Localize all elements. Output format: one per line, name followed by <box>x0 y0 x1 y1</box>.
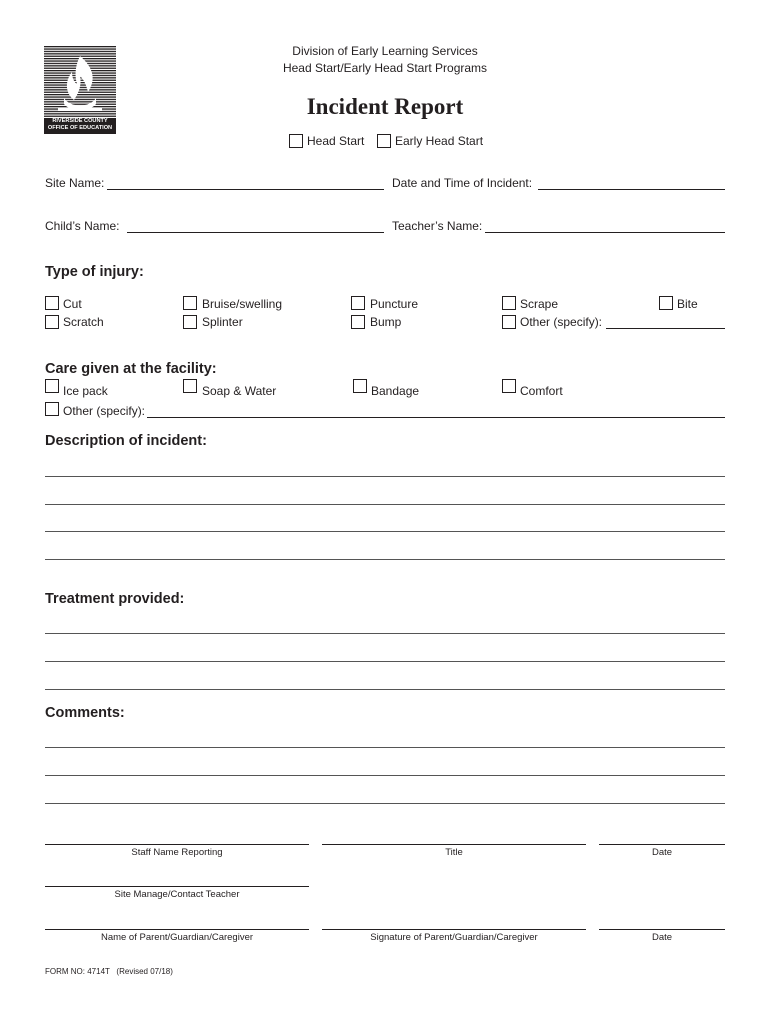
head-start-label: Head Start <box>307 134 365 148</box>
injury-other-label: Other (specify): <box>520 315 603 329</box>
soap-water-checkbox[interactable] <box>183 379 197 393</box>
care-other-checkbox[interactable] <box>45 402 59 416</box>
bump-checkbox[interactable] <box>351 315 365 329</box>
description-line[interactable] <box>45 476 725 477</box>
bump-label: Bump <box>370 315 402 329</box>
site-manager-field[interactable] <box>45 886 309 887</box>
date2-label: Date <box>651 932 673 943</box>
early-head-start-label: Early Head Start <box>395 134 484 148</box>
puncture-label: Puncture <box>370 297 419 311</box>
cut-label: Cut <box>63 297 82 311</box>
scratch-label: Scratch <box>63 315 104 329</box>
division-text: Division of Early Learning Services <box>292 44 478 58</box>
cut-checkbox[interactable] <box>45 296 59 310</box>
date-time-field[interactable] <box>538 189 725 190</box>
teacher-name-label: Teacher’s Name: <box>392 219 483 233</box>
teacher-name-field[interactable] <box>485 232 725 233</box>
treatment-line[interactable] <box>45 661 725 662</box>
comments-line[interactable] <box>45 803 725 804</box>
description-line[interactable] <box>45 559 725 560</box>
injury-other-checkbox[interactable] <box>502 315 516 329</box>
ice-pack-checkbox[interactable] <box>45 379 59 393</box>
injury-other-field[interactable] <box>606 328 725 329</box>
splinter-checkbox[interactable] <box>183 315 197 329</box>
site-manager-label: Site Manage/Contact Teacher <box>114 889 240 900</box>
date2-field[interactable] <box>599 929 725 930</box>
splinter-label: Splinter <box>202 315 243 329</box>
bruise-label: Bruise/swelling <box>202 297 283 311</box>
treatment-heading: Treatment provided: <box>45 591 185 607</box>
form-number: FORM NO: 4714T (Revised 07/18) <box>45 967 173 976</box>
comments-line[interactable] <box>45 747 725 748</box>
comments-heading: Comments: <box>45 705 125 721</box>
parent-name-label: Name of Parent/Guardian/Caregiver <box>100 932 254 943</box>
staff-name-field[interactable] <box>45 844 309 845</box>
programs-text: Head Start/Early Head Start Programs <box>282 61 488 75</box>
title-field[interactable] <box>322 844 586 845</box>
date-label: Date <box>651 847 673 858</box>
scrape-checkbox[interactable] <box>502 296 516 310</box>
description-line[interactable] <box>45 531 725 532</box>
child-name-label: Child’s Name: <box>45 219 120 233</box>
soap-water-label: Soap & Water <box>202 384 277 398</box>
date-field[interactable] <box>599 844 725 845</box>
site-name-field[interactable] <box>107 189 384 190</box>
puncture-checkbox[interactable] <box>351 296 365 310</box>
care-other-field[interactable] <box>147 417 725 418</box>
parent-signature-label: Signature of Parent/Guardian/Caregiver <box>370 932 538 943</box>
org-name-line1: RIVERSIDE COUNTY <box>52 118 108 124</box>
bite-label: Bite <box>677 297 698 311</box>
site-name-label: Site Name: <box>45 176 105 190</box>
bandage-label: Bandage <box>371 384 420 398</box>
date-time-label: Date and Time of Incident: <box>392 176 533 190</box>
head-start-checkbox[interactable] <box>289 134 303 148</box>
bruise-checkbox[interactable] <box>183 296 197 310</box>
scratch-checkbox[interactable] <box>45 315 59 329</box>
bandage-checkbox[interactable] <box>353 379 367 393</box>
parent-name-field[interactable] <box>45 929 309 930</box>
ice-pack-label: Ice pack <box>63 384 108 398</box>
staff-name-label: Staff Name Reporting <box>131 847 223 858</box>
care-heading: Care given at the facility: <box>45 361 217 377</box>
description-line[interactable] <box>45 504 725 505</box>
treatment-line[interactable] <box>45 633 725 634</box>
injury-heading: Type of injury: <box>45 264 144 280</box>
comfort-checkbox[interactable] <box>502 379 516 393</box>
early-head-start-checkbox[interactable] <box>377 134 391 148</box>
page-title: Incident Report <box>306 94 464 119</box>
comfort-label: Comfort <box>520 384 563 398</box>
bite-checkbox[interactable] <box>659 296 673 310</box>
title-label: Title <box>445 847 463 858</box>
description-heading: Description of incident: <box>45 433 207 449</box>
scrape-label: Scrape <box>520 297 559 311</box>
care-other-label: Other (specify): <box>63 404 146 418</box>
parent-signature-field[interactable] <box>322 929 586 930</box>
org-name-line2: OFFICE OF EDUCATION <box>47 125 113 131</box>
treatment-line[interactable] <box>45 689 725 690</box>
rcoe-logo <box>44 46 116 134</box>
comments-line[interactable] <box>45 775 725 776</box>
child-name-field[interactable] <box>127 232 384 233</box>
